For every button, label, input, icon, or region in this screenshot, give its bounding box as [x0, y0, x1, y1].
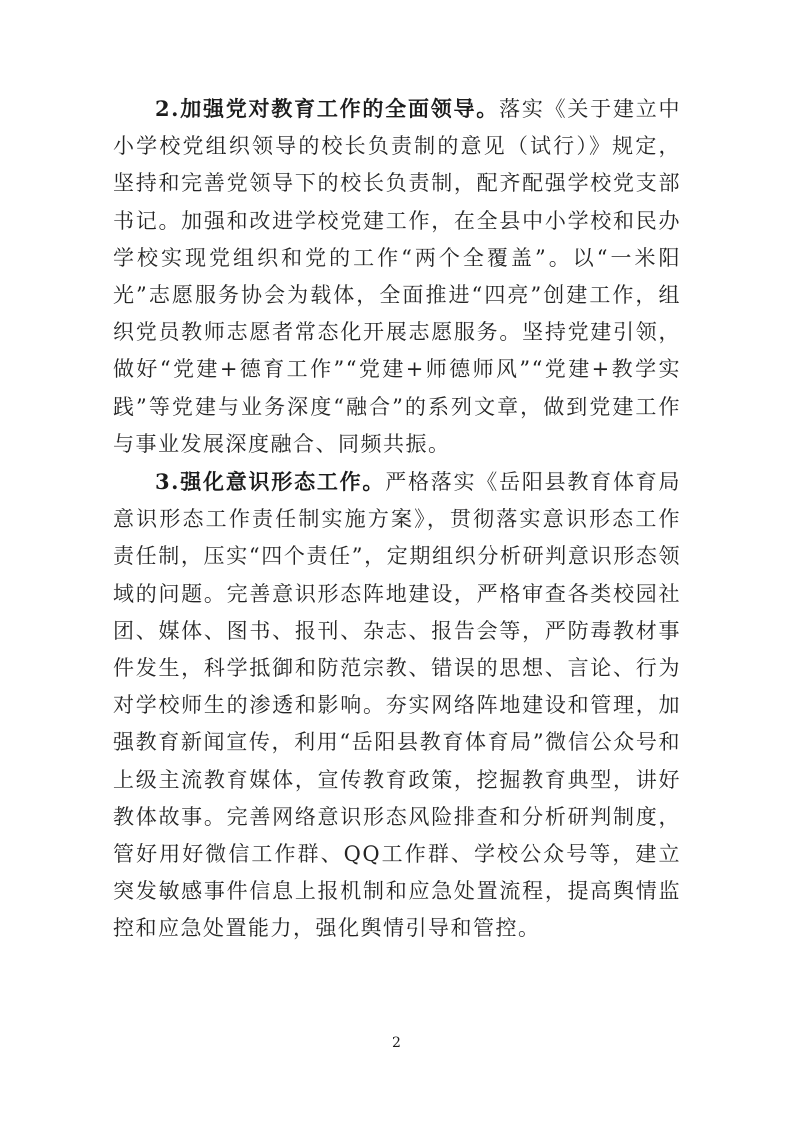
paragraph	[113, 463, 681, 948]
document-body	[113, 90, 681, 948]
page-number: 2	[392, 1035, 401, 1051]
paragraph-heading: 2.加强党对教育工作的全面领导。	[155, 96, 500, 121]
paragraph-body: 严格落实《岳阳县教育体育局意识形态工作责任制实施方案》，贯彻落实意识形态工作责任制，压实“四个责任”，定期组织分析研判意识形态领域的问题。完善意识形态阵地建设，严格审查各类校园社团、媒体、图书、报刊、杂志、报告会等，严防毒教材事件发生，科学抵御和防范宗教、错误的思想、言论、行为对学校师生的渗透和影响。夯实网络阵地建设和管理，加强教育新闻宣传，利用“岳阳县教育体育局”微信公众号和上级主流教育媒体，宣传教育政策，挖掘教育典型，讲好教体故事。完善网络意识形态风险排查和分析研判制度，管好用好微信工作群、QQ工作群、学校公众号等，建立突发敏感事件信息上报机制和应急处置流程，提高舆情监控和应急处置能力，强化舆情引导和管控。	[113, 470, 681, 941]
paragraph-heading: 3.强化意识形态工作。	[155, 469, 386, 495]
paragraph	[113, 90, 681, 463]
paragraph-body: 落实《关于建立中小学校党组织领导的校长负责制的意见（试行）》规定，坚持和完善党领导下的校长负责制，配齐配强学校党支部书记。加强和改进学校党建工作，在全县中小学校和民办学校实现党组织和党的工作“两个全覆盖”。以“一米阳光”志愿服务协会为载体，全面推进“四亮”创建工作，组织党员教师志愿者常态化开展志愿服务。坚持党建引领，做好“党建+德育工作”“党建+师德师风”“党建+教学实践”等党建与业务深度“融合”的系列文章，做到党建工作与事业发展深度融合、同频共振。	[113, 97, 682, 456]
